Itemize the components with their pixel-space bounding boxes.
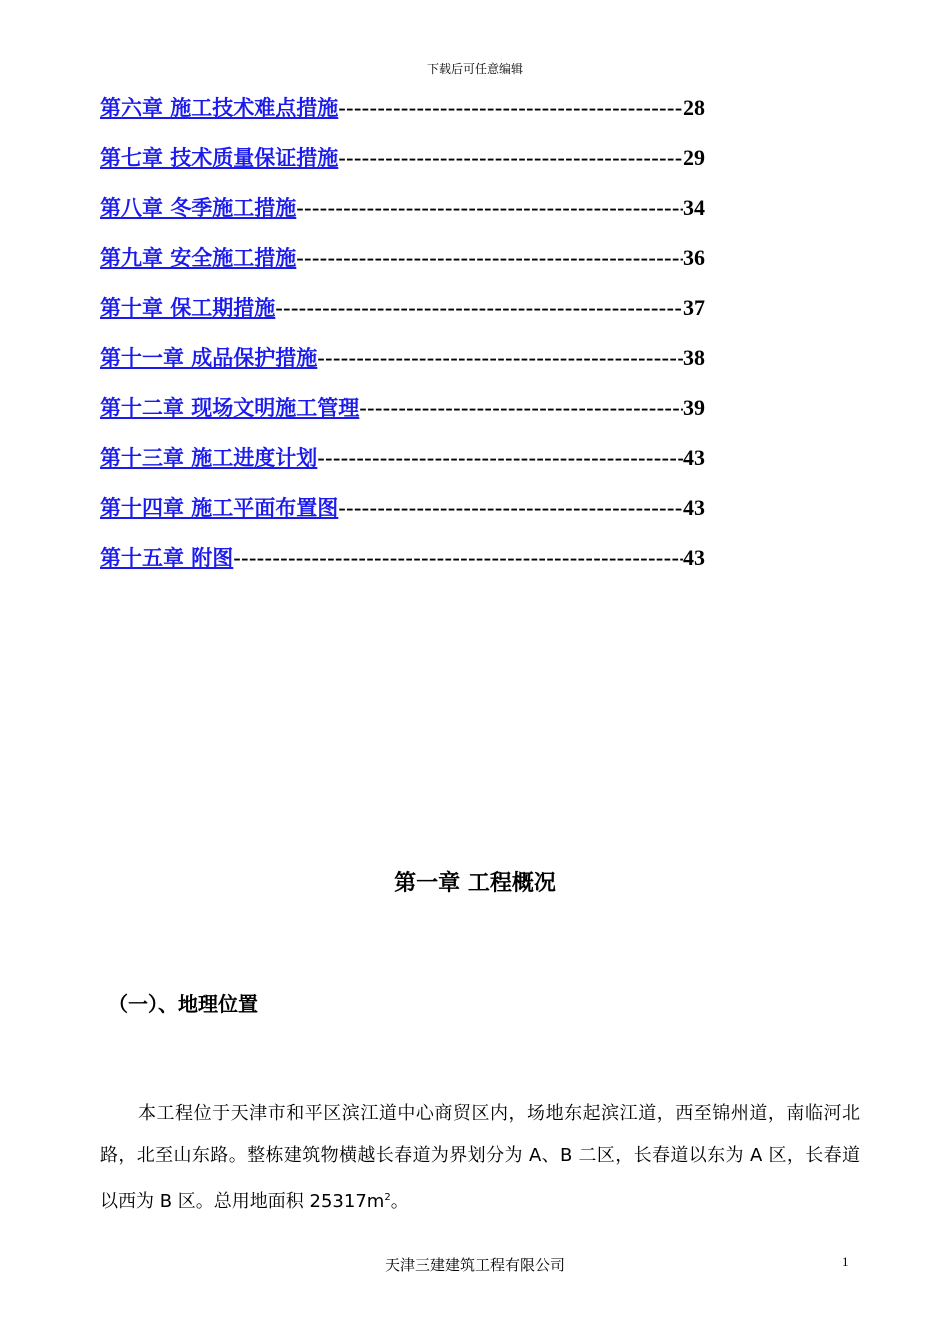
- toc-link[interactable]: 第十五章 附图: [100, 546, 234, 570]
- footer-company-name: 天津三建建筑工程有限公司: [384, 1256, 565, 1274]
- body-paragraph: [100, 1093, 860, 1223]
- toc-page-number: 28: [683, 95, 705, 120]
- area-unit-superscript: 2: [384, 1192, 391, 1203]
- table-of-contents: [100, 92, 705, 592]
- toc-entry[interactable]: [100, 192, 705, 242]
- toc-page-number: 34: [683, 195, 705, 220]
- toc-entry[interactable]: [100, 92, 705, 142]
- toc-link[interactable]: 第七章 技术质量保证措施: [100, 146, 339, 170]
- chapter-title: 第一章 工程概况: [394, 871, 556, 896]
- header-note: 下载后可任意编辑: [426, 62, 523, 76]
- toc-link[interactable]: 第十二章 现场文明施工管理: [100, 396, 360, 420]
- page-number: 1: [842, 1254, 849, 1269]
- toc-dot-leader: [275, 292, 683, 324]
- toc-link[interactable]: 第六章 施工技术难点措施: [100, 96, 339, 120]
- toc-link[interactable]: 第十一章 成品保护措施: [100, 346, 318, 370]
- body-text-end: 。: [390, 1191, 409, 1212]
- toc-page-number: 36: [683, 245, 705, 270]
- toc-dot-leader: [233, 542, 683, 574]
- toc-link[interactable]: 第八章 冬季施工措施: [100, 196, 297, 220]
- toc-entry[interactable]: [100, 142, 705, 192]
- toc-page-number: 29: [683, 145, 705, 170]
- toc-dot-leader: [317, 342, 683, 374]
- toc-dot-leader: [338, 492, 683, 524]
- toc-entry[interactable]: [100, 242, 705, 292]
- toc-page-number: 43: [683, 495, 705, 520]
- body-text-main: 本工程位于天津市和平区滨江道中心商贸区内，场地东起滨江道，西至锦州道，南临河北路，北至山东路。整栋建筑物横越长春道为界划分为 A、B 二区，长春道以东为 A 区，长春道以西为 B 区。总用地面积 25317m: [100, 1103, 860, 1212]
- toc-dot-leader: [338, 92, 683, 124]
- toc-dot-leader: [359, 392, 683, 424]
- toc-page-number: 39: [683, 395, 705, 420]
- toc-entry[interactable]: [100, 542, 705, 592]
- toc-page-number: 43: [683, 445, 705, 470]
- toc-link[interactable]: 第十章 保工期措施: [100, 296, 276, 320]
- toc-entry[interactable]: [100, 342, 705, 392]
- toc-entry[interactable]: [100, 292, 705, 342]
- toc-dot-leader: [338, 142, 683, 174]
- toc-dot-leader: [296, 242, 683, 274]
- toc-page-number: 43: [683, 545, 705, 570]
- section-heading: （一）、地理位置: [108, 992, 258, 1016]
- toc-link[interactable]: 第十四章 施工平面布置图: [100, 496, 339, 520]
- toc-link[interactable]: 第九章 安全施工措施: [100, 246, 297, 270]
- toc-entry[interactable]: [100, 392, 705, 442]
- toc-entry[interactable]: [100, 442, 705, 492]
- toc-dot-leader: [296, 192, 683, 224]
- toc-page-number: 38: [683, 345, 705, 370]
- toc-page-number: 37: [683, 295, 705, 320]
- toc-dot-leader: [317, 442, 683, 474]
- toc-link[interactable]: 第十三章 施工进度计划: [100, 446, 318, 470]
- toc-entry[interactable]: [100, 492, 705, 542]
